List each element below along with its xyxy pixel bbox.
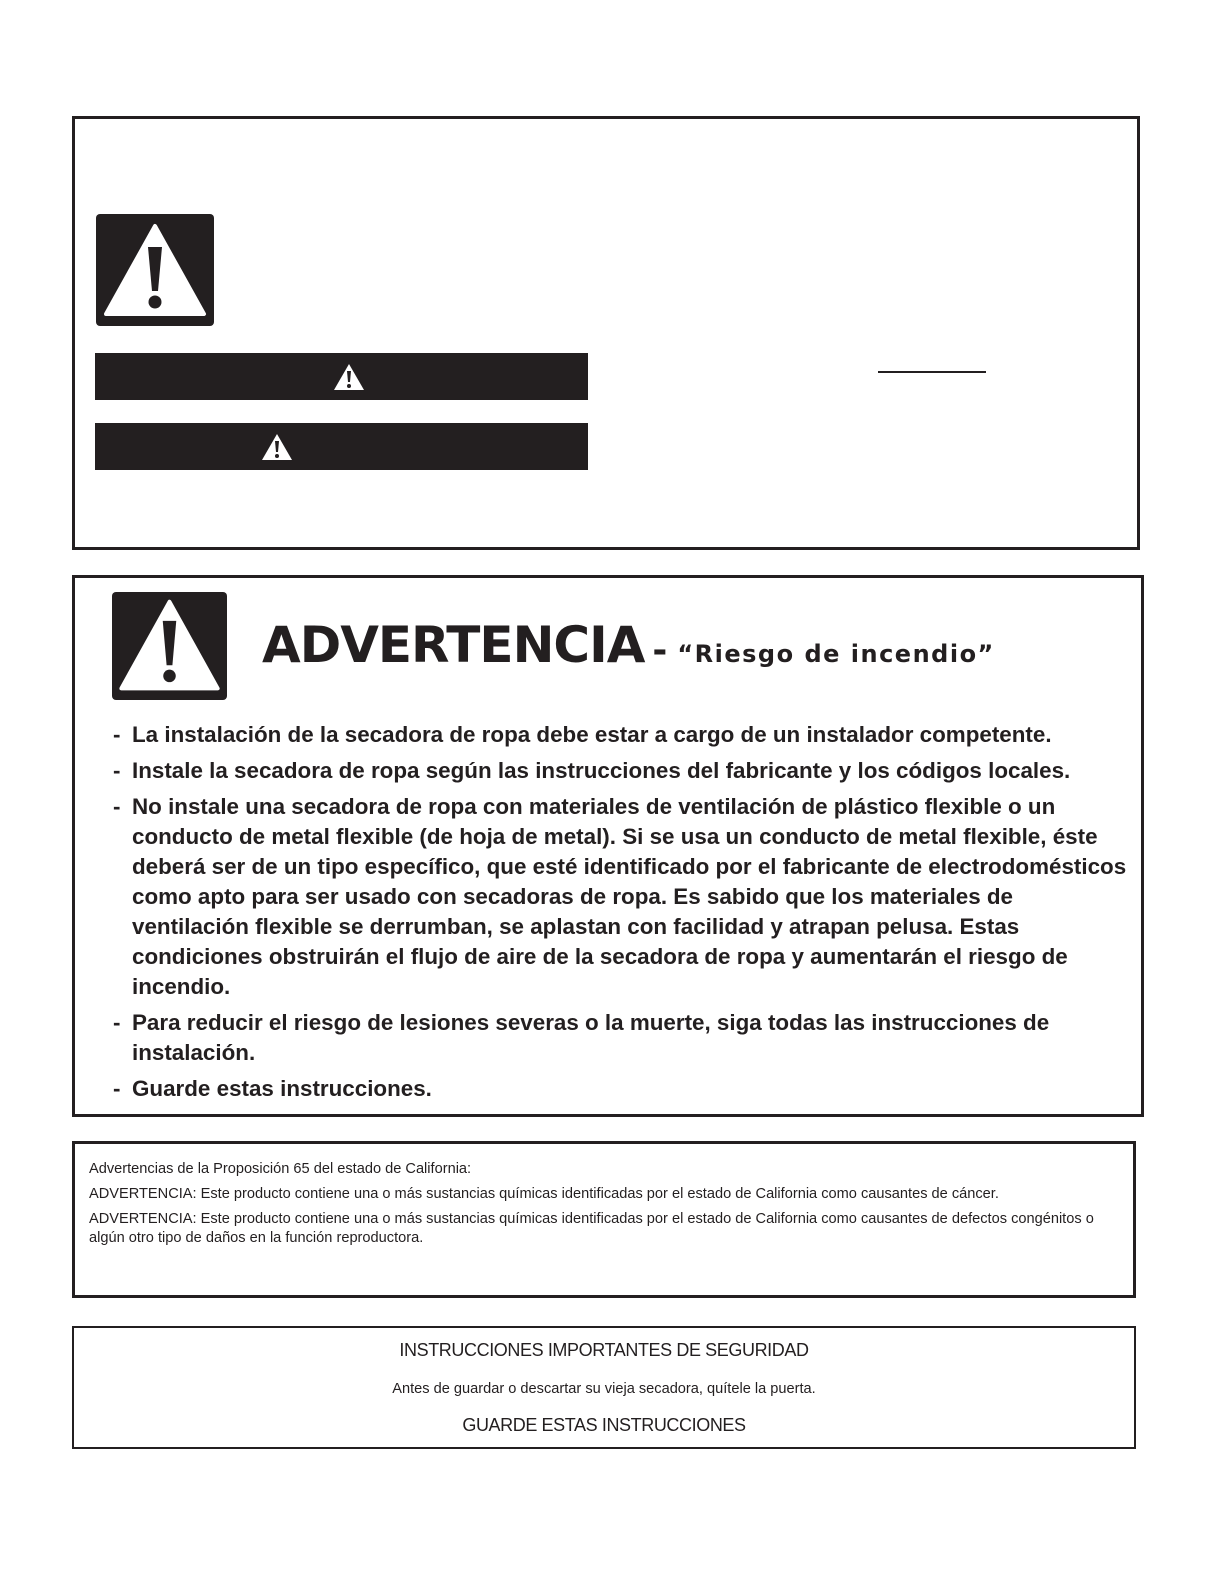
warning-signal-bar — [95, 423, 588, 470]
danger-signal-bar — [95, 353, 588, 400]
prop65-reproductive-warning: ADVERTENCIA: Este producto contiene una o más sustancias químicas identificadas por el estado de California como causantes de defectos congénitos o algún otro tipo de daños en la función reproductora. — [89, 1211, 1094, 1246]
list-item: - La instalación de la secadora de ropa debe estar a cargo de un instalador competente. — [113, 720, 1133, 750]
underline-mark — [878, 371, 986, 373]
warning-triangle-icon — [261, 433, 293, 461]
warning-triangle-icon — [333, 363, 365, 391]
safety-title: INSTRUCCIONES IMPORTANTES DE SEGURIDAD — [399, 1340, 809, 1360]
list-item: - Instale la secadora de ropa según las instrucciones del fabricante y los códigos locales. — [113, 756, 1133, 786]
prop65-cancer-warning: ADVERTENCIA: Este producto contiene una o más sustancias químicas identificadas por el estado de California como causantes de cáncer. — [89, 1186, 999, 1202]
warning-heading — [262, 616, 995, 674]
prop65-text — [89, 1160, 1119, 1254]
safety-footer: GUARDE ESTAS INSTRUCCIONES — [462, 1415, 746, 1435]
warning-instructions-list — [113, 720, 1133, 1110]
safety-symbols-box — [72, 116, 1140, 550]
heading-separator: - — [652, 630, 668, 671]
list-item: - No instale una secadora de ropa con materiales de ventilación de plástico flexible o un conducto de metal flexible (de hoja de metal). Si se usa un conducto de metal flexible, éste deberá ser de un tipo específico, que esté identificado por el fabricante de electrodomésticos como apto para ser usado con secadoras de ropa. Es sabido que los materiales de ventilación flexible se derrumban, se aplastan con facilidad y atrapan pelusa. Estas condiciones obstruirán el flujo de aire de la secadora de ropa y aumentarán el riesgo de incendio. — [113, 792, 1133, 1002]
list-item: - Para reducir el riesgo de lesiones severas o la muerte, siga todas las instrucciones de instalación. — [113, 1008, 1133, 1068]
signal-word: ADVERTENCIA — [262, 616, 645, 674]
warning-triangle-icon — [112, 592, 227, 700]
hazard-type: “Riesgo de incendio” — [677, 640, 995, 668]
list-item: - Guarde estas instrucciones. — [113, 1074, 1133, 1104]
safety-text: Antes de guardar o descartar su vieja secadora, quítele la puerta. — [392, 1381, 816, 1397]
warning-triangle-icon — [96, 214, 214, 326]
prop65-heading: Advertencias de la Proposición 65 del estado de California: — [89, 1161, 472, 1177]
